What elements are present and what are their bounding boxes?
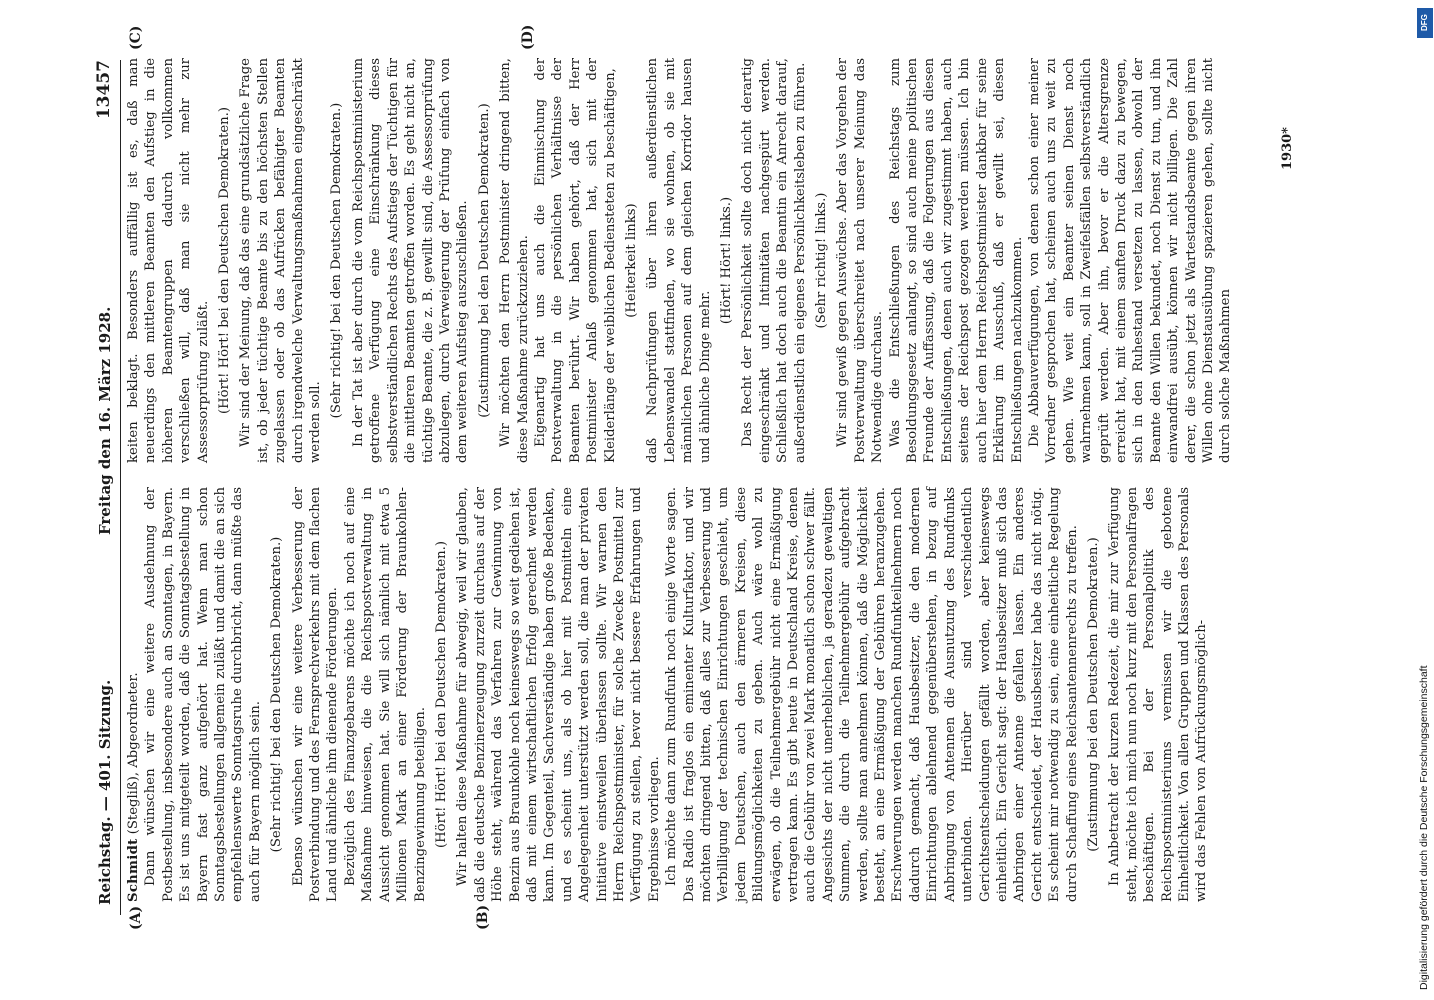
margin-letter-b: (B) [475,904,491,930]
margin-letter-c: (C) [128,25,144,50]
digitization-credit: Digitalisierung gefördert durch die Deutsche Forschungsgemeinschaft [1418,665,1430,990]
page-number: 13457 [94,60,114,120]
paragraph: Das Recht der Persönlichkeit sollte doch nicht derartig eingeschränkt und Intimitäten nachgespürt werden. Schließlich hat doch auch die Beamtin ein Anrecht darauf, außerdienstlich ein eigenes Persönlichkeitsleben zu führen. [740,58,808,463]
paragraph: Wir sind gewiß gegen Auswüchse. Aber das Vorgehen der Postverwaltung überschreitet nach unserer Meinung das Notwendige durchaus. [835,58,886,463]
paragraph: Wir möchten den Herrn Postminister dringend bitten, diese Maßnahme zurückzuziehen. [498,58,531,463]
interjection: (Sehr richtig! bei den Deutschen Demokraten.) [329,102,345,419]
interjection: (Zustimmung bei den Deutschen Demokraten.) [476,103,492,418]
paragraph: keiten beklagt. Besonders auffällig ist es, daß man neuerdings den mittleren Beamten den Aufstieg in die höheren Beamtengruppen dadurch vollkommen verschließen will, daß man sie nicht mehr zur Assessorprüfung zuläßt. [126,58,211,463]
interjection: (Heiterkeit links) [623,203,639,318]
interjection: (Zustimmung bei den Deutschen Demokraten.) [1085,537,1101,852]
paragraph: Die Abbauverfügungen, von denen schon einer meiner Vorredner gesprochen hat, scheinen auch uns zu weit zu gehen. Wie weit ein Beamter seinen Dienst noch wahrnehmen kann, soll in Zweifelsfällen selbstverständlich geprüft werden. Aber ihn, bevor er die Altersgrenze erreicht hat, mit einem sanften Druck dazu zu bewegen, sich in den Ruhestand versetzen zu lassen, obwohl der Beamte den Willen bekundet, noch Dienst zu tun, und ihn einwandfrei ausübt, können wir nicht billigen. Die Zahl derer, die schon jetzt als Wartestandsbeamte gegen ihren Willen ohne Dienstausübung spazieren gehen, sollte nicht durch solche Maßnahmen [1026,58,1234,463]
paragraph: Was die Entschließungen des Reichstags zum Besoldungsgesetz anlangt, so sind auch meine politischen Freunde der Auffassung, daß die Folgerungen aus diesen Entschließungen, denen auch wir zugestimmt haben, auch seitens der Reichspost gezogen werden müssen. Ich bin auch hier dem Herrn Reichspostminister dankbar für seine Erklärung im Ausschuß, daß er gewillt sei, diesen Entschließungen nachzukommen. [887,58,1025,463]
paragraph: Ebenso wünschen wir eine weitere Verbesserung der Postverbindung und des Fernsprechverkehrs mit dem flachen Land und ähnliche ihm dienende Förderungen. [290,487,341,902]
paragraph: Ich möchte dann zum Rundfunk noch einige Worte sagen. Das Radio ist fraglos ein eminenter Kulturfaktor, und wir möchten dringend bitten, daß alles zur Verbesserung und Verbilligung der technischen Einrichtungen geschieht, um jedem Deutschen, auch den ärmeren Kreisen, diese Bildungsmöglichkeiten zu geben. Auch wäre wohl zu erwägen, ob die Teilnehmergebühr nicht eine Ermäßigung vertragen kann. Es gibt heute in Deutschland Kreise, denen auch die Gebühr von zwei Mark monatlich schon schwer fällt. Angesichts der nicht unerheblichen, ja geradezu gewaltigen Summen, die durch die Teilnehmergebühr aufgebracht werden, sollte man annehmen können, daß die Möglichkeit besteht, an eine Ermäßigung der Gebühren heranzugehen. Erschwerungen werden manchen Rundfunkteilnehmern noch dadurch gemacht, daß Hausbesitzer, die den modernen Einrichtungen ablehnend gegenüberstehen, in bezug auf Anbringung von Antennen die Ausnutzung des Rundfunks unterbinden. Hierüber sind verschiedentlich Gerichtsentscheidungen gefällt worden, aber keineswegs einheitlich. Ein Gericht sagt: der Hausbesitzer muß sich das Anbringen einer Antenne gefallen lassen. Ein anderes Gericht entscheidet, der Hausbesitzer habe das nicht nötig. Es scheint mir notwendig zu sein, eine einheitliche Regelung durch Schaffung eines Reichsantennenrechts zu treffen. [664,487,1080,902]
paragraph: In Anbetracht der kurzen Redezeit, die mir zur Verfügung steht, möchte ich mich nun noch kurz mit den Personalfragen beschäftigen. Bei der Personalpolitik des Reichspostministeriums vermissen wir die gebotene Einheitlichkeit. Von allen Gruppen und Klassen des Personals wird das Fehlen von Aufrückungsmöglich- [1107,487,1210,902]
header-date: Freitag den 16. März 1928. [96,306,114,535]
speaker-note: (Stegliß), Abgeordneter. [126,672,141,835]
dfg-logo: DFG [1417,8,1433,38]
paragraph: In der Tat ist aber durch die vom Reichspostministerium getroffene Verfügung eine Einschränkung dieses selbstverständlichen Rechts des Aufstiegs der Tüchtigen für die mittleren Beamten getroffen worden. Es geht nicht an, tüchtige Beamte, die z. B. gewillt sind, die Assessorprüfung abzulegen, durch Verweigerung der Prüfung einfach von dem weiteren Aufstieg auszuschließen. [350,58,471,463]
interjection: (Sehr richtig! links.) [814,192,830,329]
paragraph: Wir sind der Meinung, daß das eine grundsätzliche Frage ist, ob jeder tüchtige Beamte bis zu den höchsten Stellen zugelassen oder ob das Aufrücken befähigter Beamten durch irgendwelche Verwaltungsmaßnahmen eingeschränkt werden soll. [238,58,324,463]
margin-letter-a: (A) [128,905,144,930]
page-header [92,60,121,915]
interjection: (Hört! Hört! bei den Deutschen Demokraten.) [433,540,449,849]
interjection: (Hört! Hört! bei den Deutschen Demokraten.) [217,106,233,415]
paragraph: Wir halten diese Maßnahme für abwegig, weil wir glauben, daß die deutsche Benzinerzeugung zurzeit durchaus auf der Höhe steht, während das Verfahren zur Gewinnung von Benzin aus Braunkohle noch keineswegs so weit gediehen ist, daß mit einem wirtschaftlichen Erfolg gerechnet werden kann. Im Gegenteil, Sachverständige haben große Bedenken, und es scheint uns, als ob hier mit Postmitteln eine Angelegenheit unterstützt werden soll, die man der privaten Initiative einstweilen überlassen sollte. Wir warnen den Herrn Reichspostminister, für solche Zwecke Postmittel zur Verfügung zu stellen, bevor nicht bessere Erfahrungen und Ergebnisse vorliegen. [455,487,662,902]
speaker-name: Schmidt [126,838,141,902]
right-column [125,58,1235,463]
paragraph: Bezüglich des Finanzgebarens möchte ich noch auf eine Maßnahme hinweisen, die die Reichspostverwaltung in Aussicht genommen hat. Sie will sich nämlich mit etwa 5 Millionen Mark an einer Förderung der Braunkohlen-Benzingewinnung beteiligen. [342,487,428,902]
paragraph: Dann wünschen wir eine weitere Ausdehnung der Postbestellung, insbesondere auch an Sonntagen, in Bayern. Es ist uns mitgeteilt worden, daß die Sonntagsbestellung in Bayern fast ganz aufgehört hat. Wenn man schon Sonntagsbestellungen allgemein zuläßt und damit die an sich empfehlenswerte Sonntagsruhe durchbricht, dann müßte das auch für Bayern möglich sein. [143,487,263,902]
speaker-line [125,487,142,902]
interjection: (Sehr richtig! bei den Deutschen Demokraten.) [269,536,285,853]
interjection: (Hört! Hört! links.) [719,196,734,325]
header-session: Reichstag. — 401. Sitzung. [96,679,114,905]
paragraph: daß Nachprüfungen über ihren außerdienstlichen Lebenswandel stattfinden, wo sie wohnen, ob sie mit männlichen Personen auf dem gleichen Korridor hausen und ähnliche Dinge mehr. [645,58,713,463]
left-column [125,487,1211,902]
sheet-signature: 1930* [1280,127,1295,170]
margin-letter-d: (D) [520,24,536,50]
paragraph: Eigenartig hat uns auch die Einmischung der Postverwaltung in die persönlichen Verhältnisse der Beamten berührt. Wir haben gehört, daß der Herr Postminister Anlaß genommen hat, sich mit der Kleiderlänge der weiblichen Bediensteten zu beschäftigen, [532,58,618,463]
